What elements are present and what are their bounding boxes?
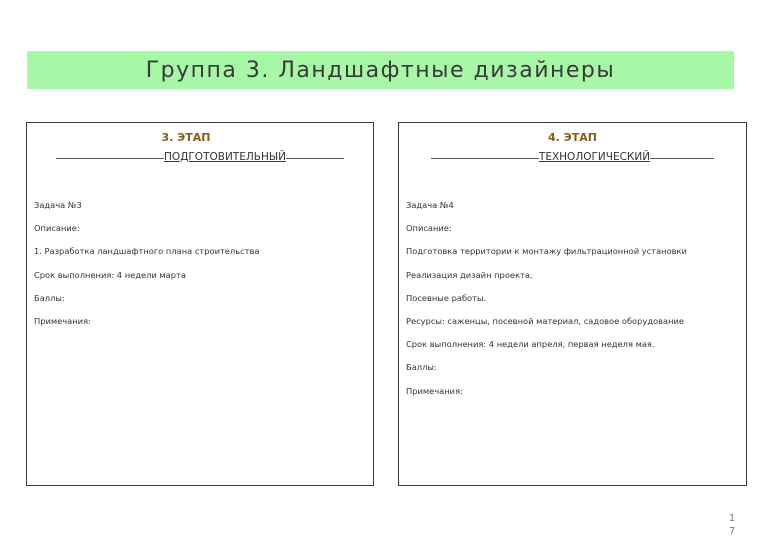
stage-3-subtitle [27, 151, 373, 163]
stage-3-card [26, 122, 374, 486]
detail-line: Ресурсы: саженцы, посевной материал, садовое оборудование [406, 315, 685, 326]
underline-rule-left [431, 157, 539, 159]
detail-line: Задача №4 [406, 200, 454, 210]
detail-line: 1. Разработка ландшафтного плана строительства [34, 246, 260, 257]
detail-line: Подготовка территории к монтажу фильтрационной установки [406, 246, 687, 257]
stage-4-title: 4. ЭТАП [548, 131, 597, 144]
page-number-digit-1: 1 [728, 513, 736, 524]
stage-3-title: 3. ЭТАП [161, 131, 211, 144]
underline-rule-right [286, 157, 344, 159]
detail-line: Реализация дизайн проекта, [406, 269, 533, 280]
detail-line: Посевные работы. [406, 292, 487, 303]
slide-title: Группа 3. Ландшафтные дизайнеры [145, 57, 616, 83]
stage-4-name: ТЕХНОЛОГИЧЕСКИЙ [538, 151, 651, 163]
detail-line: Примечания: [406, 385, 463, 396]
detail-line: Задача №3 [34, 200, 82, 210]
detail-line: Примечания: [34, 315, 91, 326]
stage-4-card [398, 122, 747, 486]
detail-line: Описание: [406, 223, 452, 234]
page-number-digit-2: 7 [728, 526, 736, 537]
stage-4-subtitle [399, 151, 746, 163]
detail-line: Баллы: [406, 362, 437, 373]
underline-rule-right [650, 157, 714, 159]
detail-line: Срок выполнения: 4 недели апреля, первая неделя мая. [406, 339, 655, 350]
underline-rule-left [56, 157, 164, 159]
stage-3-details [34, 199, 367, 338]
detail-line: Срок выполнения: 4 недели марта [34, 269, 186, 280]
detail-line: Баллы: [34, 292, 65, 303]
detail-line: Описание: [34, 223, 80, 234]
stage-3-name: ПОДГОТОВИТЕЛЬНЫЙ [164, 151, 286, 163]
slide-title-bar [27, 51, 734, 89]
page-number [727, 512, 737, 538]
stage-4-details [406, 199, 740, 408]
